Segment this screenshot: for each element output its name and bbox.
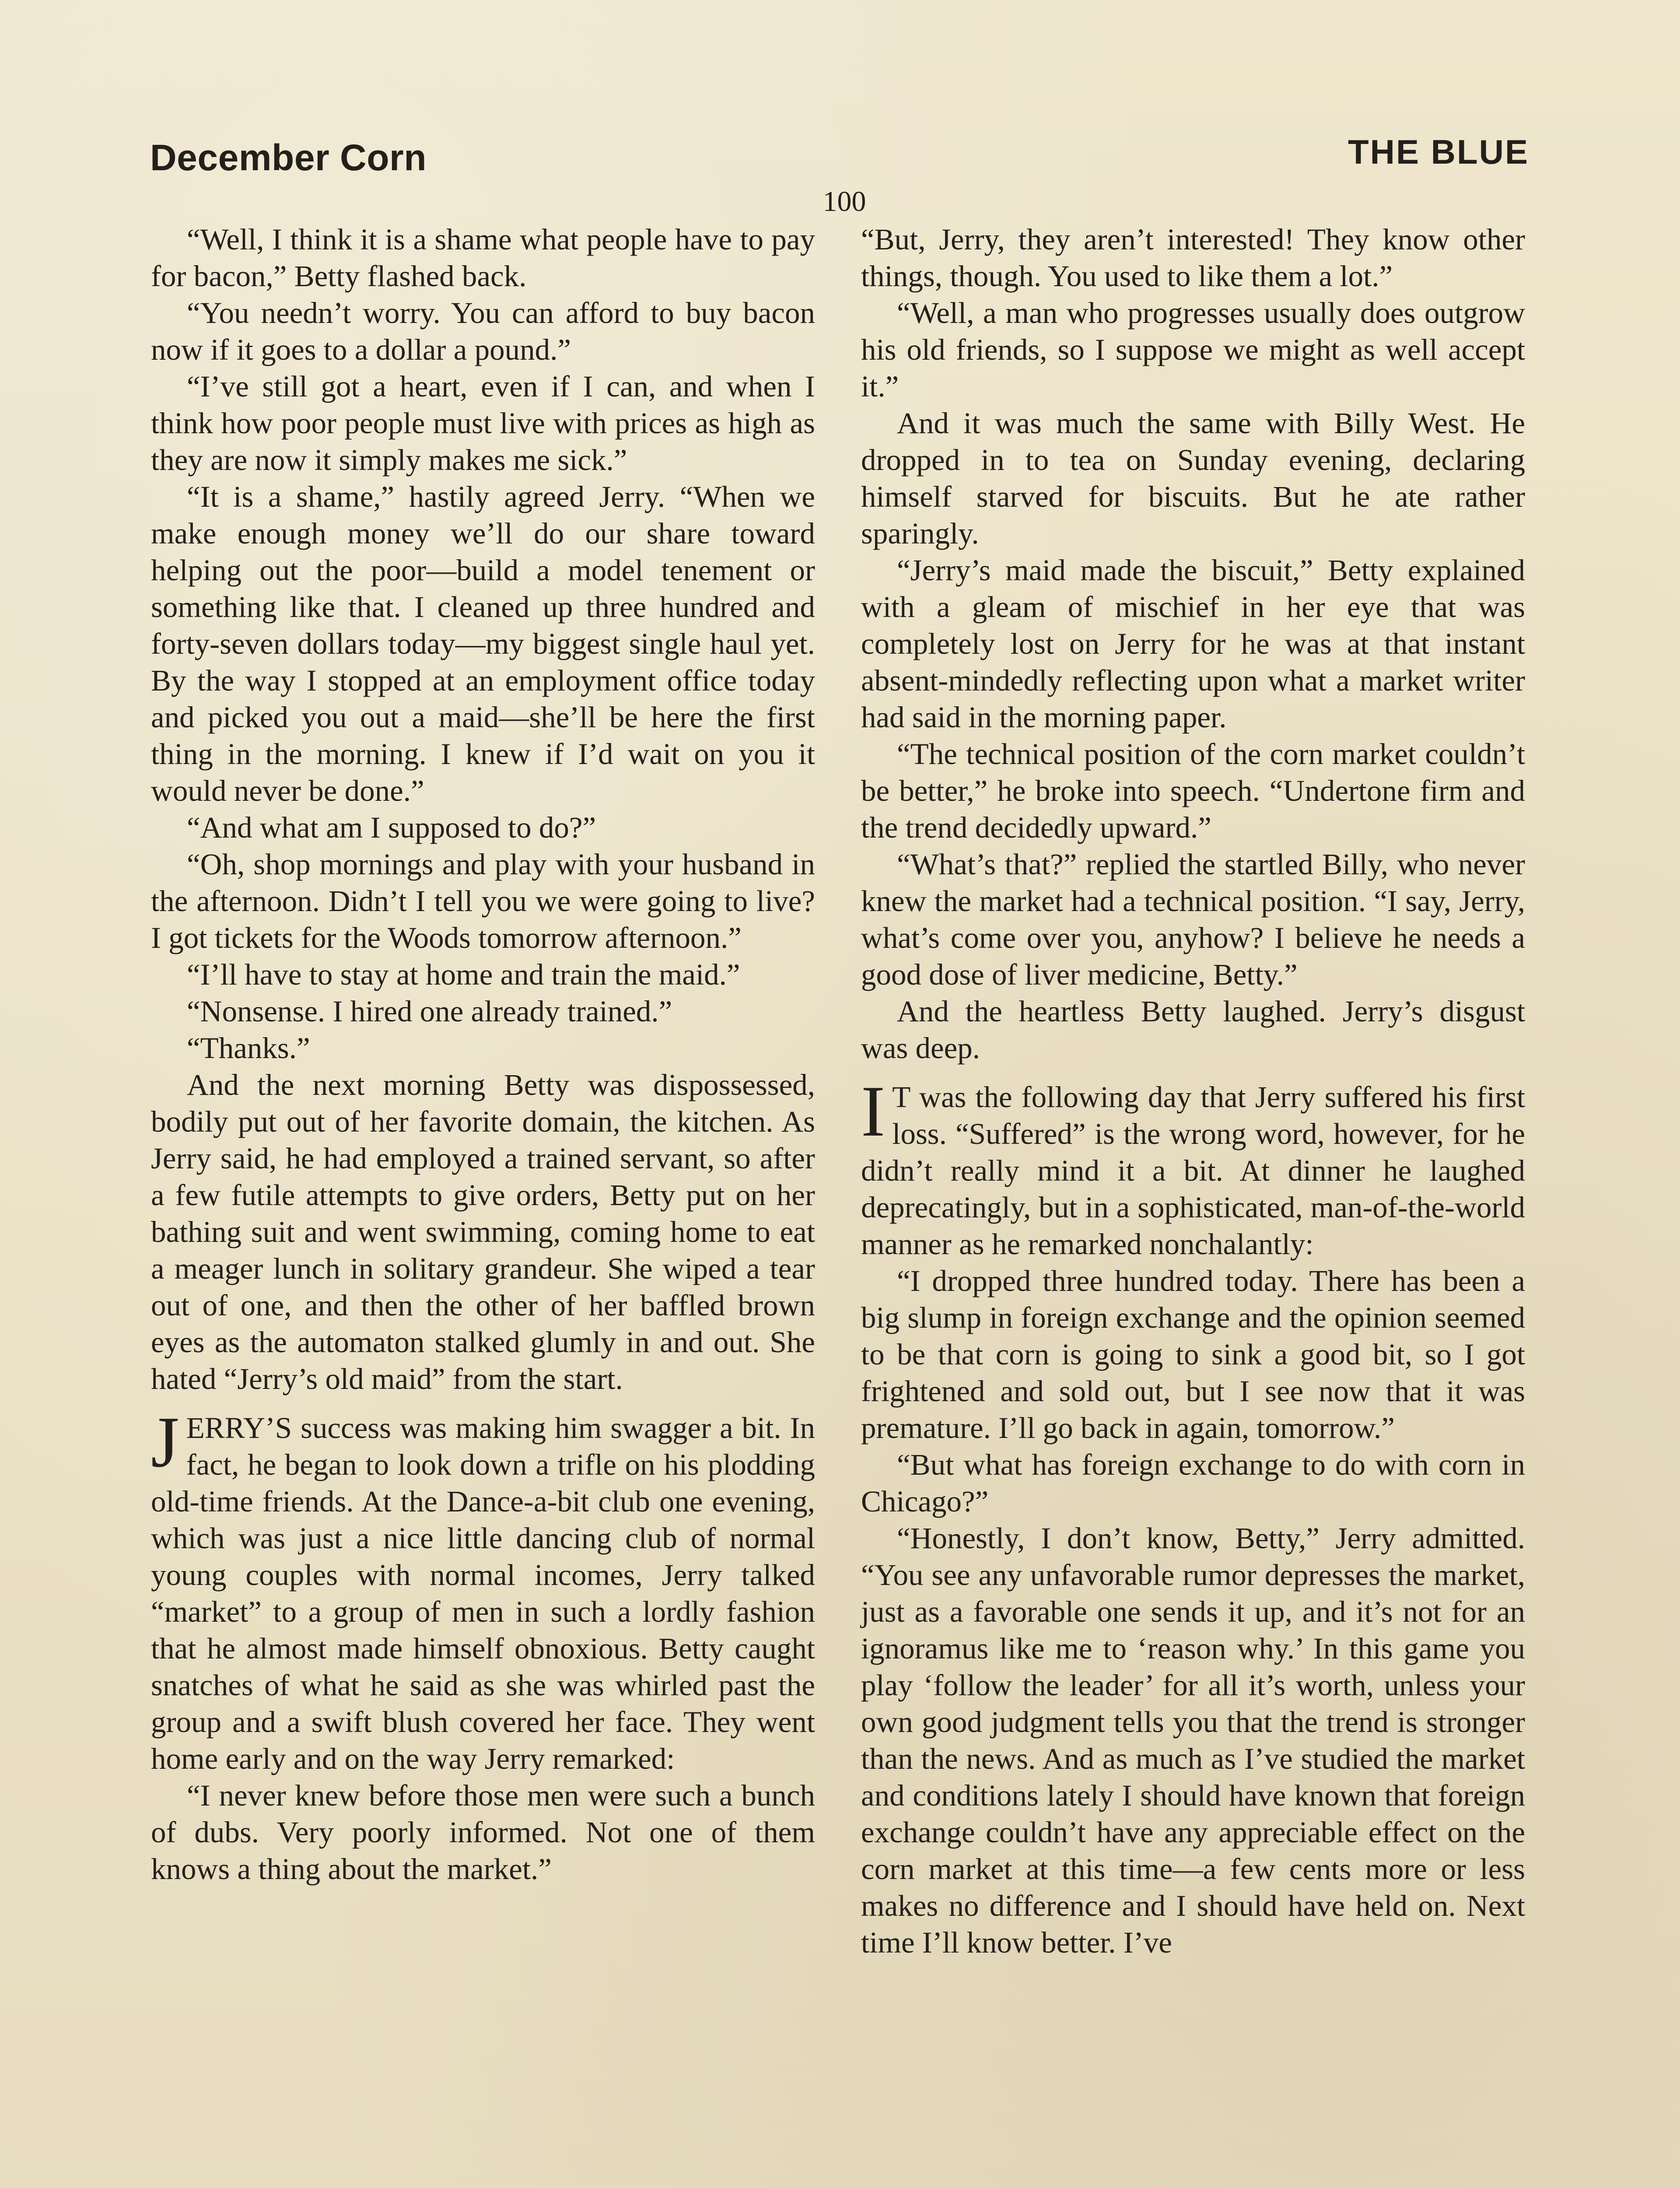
paragraph: “Well, a man who progresses usually does outgrow his old friends, so I suppose we might as well accept it.” xyxy=(861,296,1525,403)
section-paragraph xyxy=(151,1402,815,1777)
drop-cap: J xyxy=(151,1402,179,1482)
paragraph: “Oh, shop mornings and play with your husband in the afternoon. Didn’t I tell you we were going to live? I got tickets for the Woods tomorrow afternoon.” xyxy=(151,848,815,954)
paragraph: “I’ve still got a heart, even if I can, and when I think how poor people must live with prices as high as they are now it simply makes me sick.” xyxy=(151,370,815,477)
magazine-title-header: THE BLUE xyxy=(1348,133,1529,171)
paragraph: “I never knew before those men were such a bunch of dubs. Very poorly informed. Not one of them knows a thing about the market.” xyxy=(151,1779,815,1886)
paragraph: And it was much the same with Billy West. He dropped in to tea on Sunday evening, declaring himself starved for biscuits. But he ate rather sparingly. xyxy=(861,407,1525,550)
paragraph: “The technical position of the corn market couldn’t be better,” he broke into speech. “Undertone firm and the trend decidedly upward.” xyxy=(861,737,1525,844)
paragraph: “Jerry’s maid made the biscuit,” Betty explained with a gleam of mischief in her eye that was completely lost on Jerry for he was at that instant absent-mindedly reflecting upon what a market writer had said in the morning paper. xyxy=(861,554,1525,734)
paragraph: “But, Jerry, they aren’t interested! They know other things, though. You used to like them a lot.” xyxy=(861,223,1525,293)
right-text-column xyxy=(861,221,1525,1961)
story-title-header: December Corn xyxy=(150,137,427,178)
paragraph: “Honestly, I don’t know, Betty,” Jerry admitted. “You see any unfavorable rumor depresses the market, just as a favorable one sends it up, and it’s not for an ignoramus like me to ‘reason why.’ In this game you play ‘follow the leader’ for all it’s worth, unless your own good judgment tells you that the trend is stronger than the news. And as much as I’ve studied the market and conditions lately I should have known that foreign exchange couldn’t have any appreciable effect on the corn market at this time—a few cents more or less makes no difference and I should have held on. Next time I’ll know better. I’ve xyxy=(861,1522,1525,1959)
paragraph: “You needn’t worry. You can afford to buy bacon now if it goes to a dollar a pound.” xyxy=(151,296,815,366)
paragraph: “What’s that?” replied the startled Billy, who never knew the market had a technical position. “I say, Jerry, what’s come over you, anyhow? I believe he needs a good dose of liver medicine, Betty.” xyxy=(861,848,1525,991)
page-number: 100 xyxy=(822,186,866,217)
paragraph: “I dropped three hundred today. There has been a big slump in foreign exchange and the opinion seemed to be that corn is going to sink a good bit, so I got frightened and sold out, but I see now that it was premature. I’ll go back in again, tomorrow.” xyxy=(861,1264,1525,1445)
paragraph: “And what am I supposed to do?” xyxy=(187,811,596,844)
paragraph: “Well, I think it is a shame what people have to pay for bacon,” Betty flashed back. xyxy=(151,223,815,293)
paragraph: And the next morning Betty was dispossessed, bodily put out of her favorite domain, the kitchen. As Jerry said, he had employed a trained servant, so after a few futile attempts to give orders, Betty put on her bathing suit and went swimming, coming home to eat a meager lunch in solitary grandeur. She wiped a tear out of one, and then the other of her baffled brown eyes as the automaton stalked glumly in and out. She hated “Jerry’s old maid” from the start. xyxy=(151,1068,815,1396)
drop-cap: I xyxy=(861,1071,886,1151)
paragraph: And the heartless Betty laughed. Jerry’s disgust was deep. xyxy=(861,995,1525,1065)
paragraph: “But what has foreign exchange to do with corn in Chicago?” xyxy=(861,1448,1525,1518)
paragraph: “I’ll have to stay at home and train the maid.” xyxy=(187,958,740,991)
paragraph: “It is a shame,” hastily agreed Jerry. “When we make enough money we’ll do our share toward helping out the poor—build a model tenement or something like that. I cleaned up three hundred and forty-seven dollars today—my biggest single haul yet. By the way I stopped at an employment office today and picked you out a maid—she’ll be here the first thing in the morning. I knew if I’d wait on you it would never be done.” xyxy=(151,480,815,807)
paragraph: “Nonsense. I hired one already trained.” xyxy=(187,995,672,1028)
left-text-column xyxy=(151,221,815,1887)
paragraph: “Thanks.” xyxy=(187,1031,310,1065)
section-paragraph xyxy=(861,1071,1525,1262)
paragraph-text: ERRY’S success was making him swagger a bit. In fact, he began to look down a trifle on his plodding old-time friends. At the Dance-a-bit club one evening, which was just a nice little dancing club of normal young couples with normal incomes, Jerry talked “market” to a group of men in such a lordly fashion that he almost made himself obnoxious. Betty caught snatches of what he said as she was whirled past the group and a swift blush covered her face. They went home early and on the way Jerry remarked: xyxy=(151,1411,815,1775)
paragraph-text: T was the following day that Jerry suffered his first loss. “Suffered” is the wrong word, however, for he didn’t really mind it a bit. At dinner he laughed deprecatingly, but in a sophisticated, man-of-the-world manner as he remarked nonchalantly: xyxy=(861,1080,1525,1261)
